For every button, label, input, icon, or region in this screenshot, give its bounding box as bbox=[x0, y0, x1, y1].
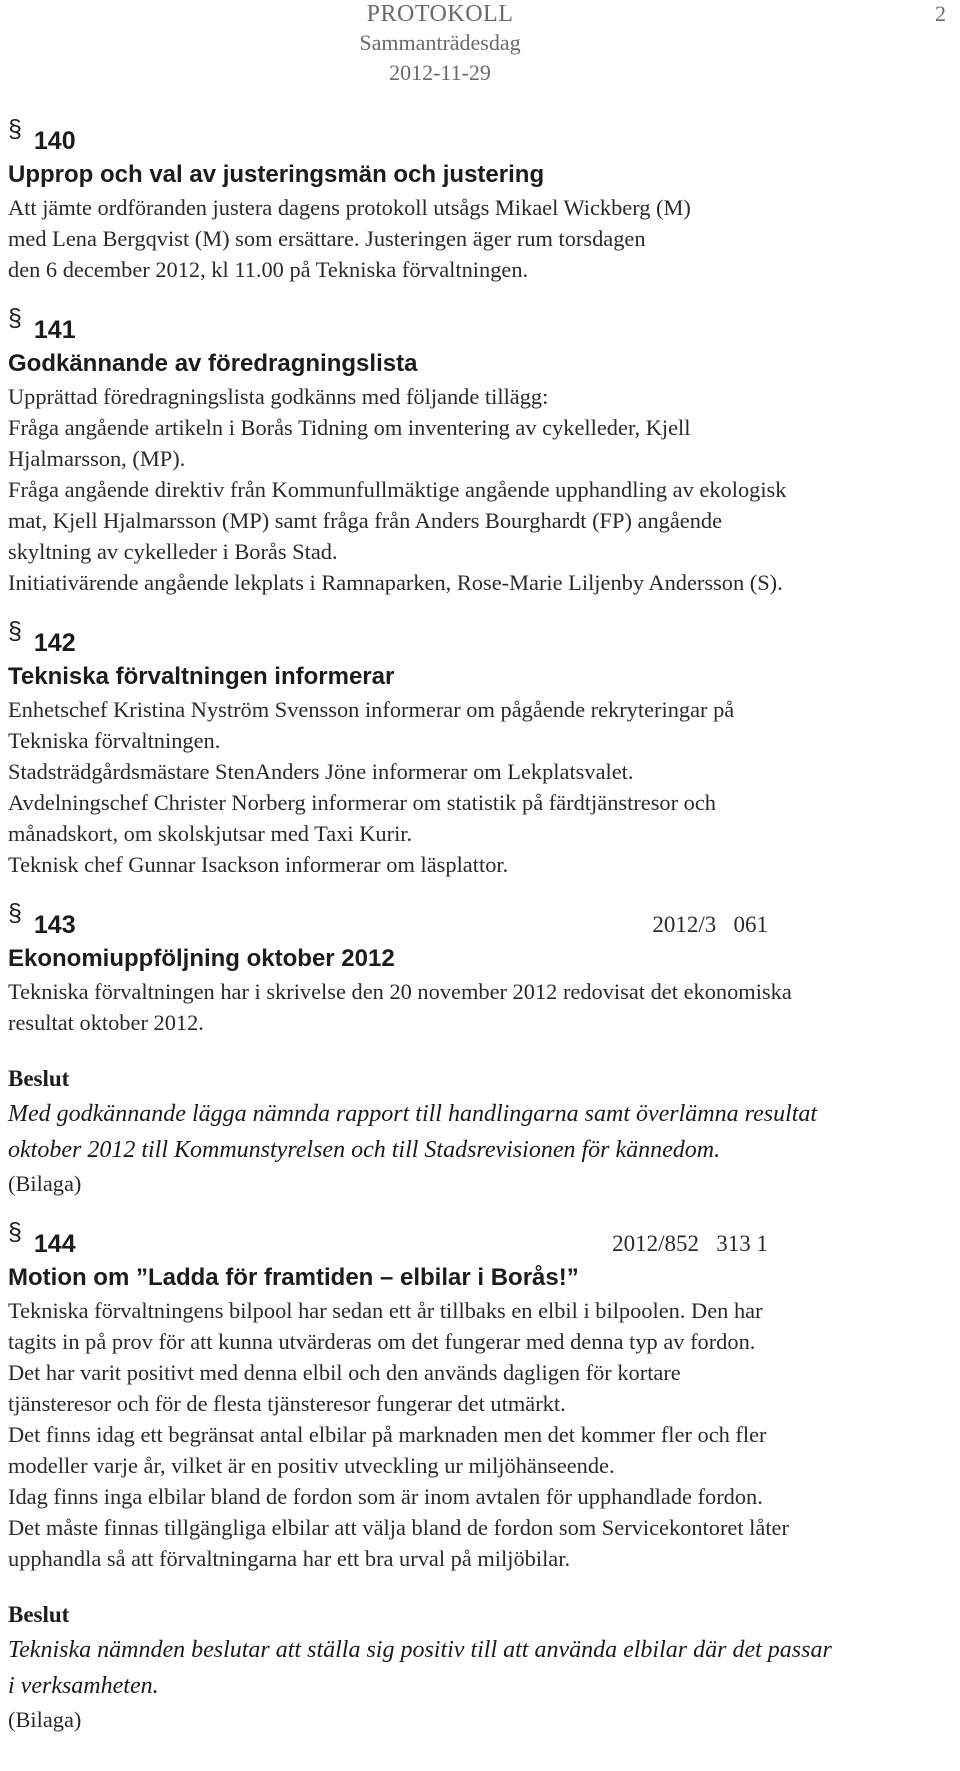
paragraph-line: Hjalmarsson, (MP). bbox=[8, 446, 186, 471]
decision-line: i verksamheten. bbox=[8, 1673, 159, 1699]
paragraph-line: Det har varit positivt med denna elbil och den används dagligen för kortare bbox=[8, 1360, 681, 1385]
section-144 bbox=[8, 1213, 956, 1735]
paragraph-line: Fråga angående artikeln i Borås Tidning om inventering av cykelleder, Kjell bbox=[8, 415, 691, 440]
paragraph-sign-icon: § bbox=[8, 899, 22, 927]
paragraph-line: Tekniska förvaltningen. bbox=[8, 728, 221, 753]
document-type: PROTOKOLL bbox=[366, 1, 514, 27]
meeting-date: 2012-11-29 bbox=[389, 60, 491, 85]
paragraph-sign-icon: § bbox=[8, 115, 22, 143]
section-number: § 143 bbox=[8, 908, 76, 942]
page-number: 2 bbox=[935, 1, 946, 26]
paragraph-line: modeller varje år, vilket är en positiv utveckling ur miljöhänseende. bbox=[8, 1453, 615, 1478]
paragraph-line: Det måste finnas tillgängliga elbilar att välja bland de fordon som Servicekontoret låter bbox=[8, 1515, 789, 1540]
section-heading bbox=[8, 1213, 768, 1261]
paragraph-line: Upprättad föredragningslista godkänns med följande tillägg: bbox=[8, 384, 549, 409]
section-140 bbox=[8, 110, 956, 285]
paragraph-line: Teknisk chef Gunnar Isackson informerar om läsplattor. bbox=[8, 852, 509, 877]
paragraph-line: Initiativärende angående lekplats i Ramnaparken, Rose-Marie Liljenby Andersson (S). bbox=[8, 570, 783, 595]
paragraph-sign-icon: § bbox=[8, 304, 22, 332]
paragraph-line: Fråga angående direktiv från Kommunfullmäktige angående upphandling av ekologisk bbox=[8, 477, 787, 502]
attachment-note: (Bilaga) bbox=[8, 1171, 82, 1196]
paragraph-line: den 6 december 2012, kl 11.00 på Tekniska förvaltningen. bbox=[8, 257, 529, 282]
decision-line: Tekniska nämnden beslutar att ställa sig positiv till att använda elbilar där det passar bbox=[8, 1637, 832, 1663]
section-title: Upprop och val av justeringsmän och justering bbox=[8, 161, 545, 188]
section-heading bbox=[8, 612, 768, 660]
protocol-body bbox=[8, 110, 956, 1735]
paragraph-line: Enhetschef Kristina Nyström Svensson informerar om pågående rekryteringar på bbox=[8, 697, 735, 722]
paragraph-line: Tekniska förvaltningen har i skrivelse den 20 november 2012 redovisat det ekonomiska bbox=[8, 979, 792, 1004]
paragraph-line: skyltning av cykelleder i Borås Stad. bbox=[8, 539, 338, 564]
paragraph-line: Avdelningschef Christer Norberg informerar om statistik på färdtjänstresor och bbox=[8, 790, 717, 815]
paragraph-sign-icon: § bbox=[8, 617, 22, 645]
section-heading bbox=[8, 894, 768, 942]
page-header bbox=[320, 0, 560, 88]
paragraph-line: månadskort, om skolskjutsar med Taxi Kurir. bbox=[8, 821, 413, 846]
section-title: Motion om ”Ladda för framtiden – elbilar i Borås!” bbox=[8, 1264, 579, 1291]
section-title: Godkännande av föredragningslista bbox=[8, 350, 418, 377]
section-141 bbox=[8, 299, 956, 598]
paragraph-line: Att jämte ordföranden justera dagens protokoll utsågs Mikael Wickberg (M) bbox=[8, 195, 691, 220]
paragraph-line: mat, Kjell Hjalmarsson (MP) samt fråga från Anders Bourghardt (FP) angående bbox=[8, 508, 723, 533]
paragraph-line: Idag finns inga elbilar bland de fordon som är inom avtalen för upphandlade fordon. bbox=[8, 1484, 763, 1509]
section-number: § 140 bbox=[8, 124, 76, 158]
meeting-label: Sammanträdesdag bbox=[359, 30, 521, 55]
diary-number: 2012/852 313 1 bbox=[612, 1231, 768, 1256]
paragraph-line: Stadsträdgårdsmästare StenAnders Jöne informerar om Lekplatsvalet. bbox=[8, 759, 634, 784]
section-142 bbox=[8, 612, 956, 880]
paragraph-line: med Lena Bergqvist (M) som ersättare. Justeringen äger rum torsdagen bbox=[8, 226, 646, 251]
diary-number: 2012/3 061 bbox=[652, 912, 768, 937]
attachment-note: (Bilaga) bbox=[8, 1707, 82, 1732]
section-143 bbox=[8, 894, 956, 1199]
paragraph-line: resultat oktober 2012. bbox=[8, 1010, 204, 1035]
decision-line: Med godkännande lägga nämnda rapport till handlingarna samt överlämna resultat bbox=[8, 1101, 818, 1127]
section-number: § 144 bbox=[8, 1227, 76, 1261]
section-title: Ekonomiuppföljning oktober 2012 bbox=[8, 945, 395, 972]
paragraph-line: upphandla så att förvaltningarna har ett bra urval på miljöbilar. bbox=[8, 1546, 571, 1571]
section-heading bbox=[8, 110, 768, 158]
paragraph-sign-icon: § bbox=[8, 1218, 22, 1246]
paragraph-line: tjänsteresor och för de flesta tjänsteresor fungerar det utmärkt. bbox=[8, 1391, 566, 1416]
section-number: § 142 bbox=[8, 626, 76, 660]
section-number: § 141 bbox=[8, 313, 76, 347]
paragraph-line: Tekniska förvaltningens bilpool har sedan ett år tillbaks en elbil i bilpoolen. Den har bbox=[8, 1298, 763, 1323]
decision-line: oktober 2012 till Kommunstyrelsen och till Stadsrevisionen för kännedom. bbox=[8, 1137, 721, 1163]
paragraph-line: Det finns idag ett begränsat antal elbilar på marknaden men det kommer fler och fler bbox=[8, 1422, 767, 1447]
section-title: Tekniska förvaltningen informerar bbox=[8, 663, 395, 690]
decision-heading: Beslut bbox=[8, 1602, 70, 1627]
decision-heading: Beslut bbox=[8, 1066, 70, 1091]
section-heading bbox=[8, 299, 768, 347]
paragraph-line: tagits in på prov för att kunna utvärderas om det fungerar med denna typ av fordon. bbox=[8, 1329, 756, 1354]
